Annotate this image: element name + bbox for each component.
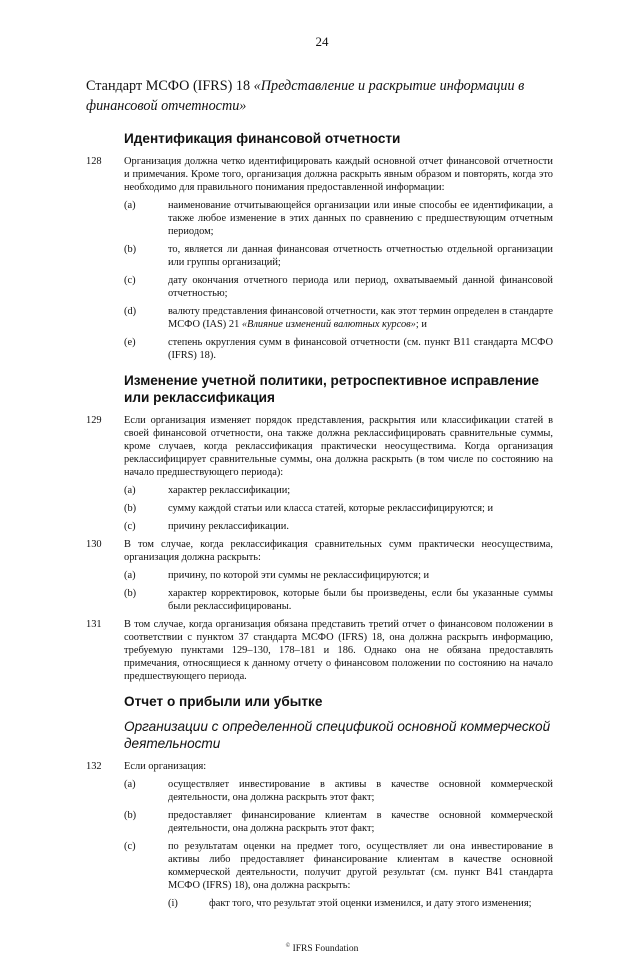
list-item [124,587,553,613]
paragraph [86,618,553,683]
copyright-symbol: © [285,943,291,949]
paragraph-number: 131 [86,619,102,630]
list-item [124,778,553,804]
section-heading: Идентификация финансовой отчетности [124,131,401,146]
section-heading: Отчет о прибыли или убытке [124,694,323,709]
item-text-main: валюту представления финансовой отчетности, как этот термин определен в стандарте МСФО (IAS) 21 [168,306,553,330]
item-text: причину реклассификации. [168,521,289,532]
list-item [124,199,553,238]
paragraph [86,538,553,564]
list-item [124,274,553,300]
footer [86,940,558,955]
paragraph [86,760,553,773]
subitem-text: факт того, что результат этой оценки изменился, и дату этого изменения; [209,898,532,909]
footer-text: IFRS Foundation [290,944,359,955]
page-number: 24 [315,34,329,49]
paragraph-number: 132 [86,761,102,772]
item-label: (a) [124,779,136,790]
item-label: (c) [124,841,136,852]
title-italic: «Представление и раскрытие информации в финансовой отчетности» [86,78,525,114]
item-label: (b) [124,503,137,514]
paragraph [86,414,553,479]
item-text: характер корректировок, которые были бы произведены, если бы указанные суммы были реклассифицированы. [168,588,553,612]
item-text: причину, по которой эти суммы не реклассифицируются; и [168,570,430,581]
item-label: (e) [124,337,136,348]
list-item [124,569,553,582]
paragraph-number: 130 [86,539,102,550]
paragraph-text: Если организация: [124,761,207,772]
item-text: сумму каждой статьи или класса статей, которые реклассифицируются; и [168,503,494,514]
item-text: наименование отчитывающейся организации или иные способы ее идентификации, а также любое изменение в этих данных по сравнению с предшествующим отчетным периодом; [168,200,553,237]
document-title [86,76,553,116]
item-text: степень округления сумм в финансовой отчетности (см. пункт B11 стандарта МСФО (IFRS) 18). [168,337,553,361]
section-heading: Изменение учетной политики, ретроспективное исправление или реклассификация [124,373,539,405]
item-label: (b) [124,244,137,255]
item-label: (b) [124,810,137,821]
item-text: дату окончания отчетного периода или период, охватываемый данной финансовой отчетностью; [168,275,553,299]
item-text: осуществляет инвестирование в активы в качестве основной коммерческой деятельности, она должна раскрыть этот факт; [168,779,553,803]
paragraph-number: 128 [86,156,102,167]
item-text: предоставляет финансирование клиентам в качестве основной коммерческой деятельности, она должна раскрыть этот факт; [168,810,553,834]
list-item [124,305,553,331]
paragraph-text: В том случае, когда реклассификация сравнительных сумм практически неосуществима, организация должна раскрыть: [124,539,553,563]
item-label: (d) [124,306,137,317]
paragraph-text: Если организация изменяет порядок представления, раскрытия или классификации статей в своей финансовой отчетности, она также должна реклассифицировать сравнительные суммы, кроме случаев, когда реклассификация практически неосуществима. Когда организация реклассифицирует сравнительные суммы, она должна раскрыть (в том числе по состоянию на начало предшествующего периода): [124,415,553,478]
list-item [124,840,553,892]
paragraph [86,155,553,194]
section-subheading: Организации с определенной спецификой основной коммерческой деятельности [124,719,551,751]
item-label: (c) [124,275,136,286]
item-text-suffix: ; и [415,319,427,330]
list-item [124,336,553,362]
subitem-label: (i) [168,898,178,909]
item-label: (b) [124,588,137,599]
list-item [124,502,553,515]
item-label: (c) [124,521,136,532]
item-text: то, является ли данная финансовая отчетность отчетностью отдельной организации или группы организаций; [168,244,553,268]
list-item [124,809,553,835]
sub-list-item [168,897,553,910]
paragraph-text: Организация должна четко идентифицировать каждый основной отчет финансовой отчетности и примечания. Кроме того, организация должна раскрыть явным образом и повторять, когда это необходимо для правильного понимания предоставленной информации: [124,156,553,193]
list-item [124,484,553,497]
paragraph-number: 129 [86,415,102,426]
list-item [124,520,553,533]
item-label: (a) [124,570,136,581]
item-text: по результатам оценки на предмет того, осуществляет ли она инвестирование в активы либо предоставляет финансирование клиентам в качестве основной коммерческой деятельности, получит другой результат (см. пункт B41 стандарта МСФО (IFRS) 18), она должна раскрыть: [168,841,553,891]
paragraph-text: В том случае, когда организация обязана представить третий отчет о финансовом положении в соответствии с пунктом 37 стандарта МСФО (IFRS) 18, она должна раскрыть информацию, требуемую пунктами 129–130, 178–181 и 186. Однако она не обязана предоставлять примечания, относящиеся к данному отчету о финансовом положении по состоянию на начало предшествующего периода. [124,619,553,682]
item-label: (a) [124,485,136,496]
item-text: характер реклассификации; [168,485,291,496]
item-text-italic: «Влияние изменений валютных курсов» [241,319,416,330]
item-label: (a) [124,200,136,211]
item-text [168,305,553,331]
list-item [124,243,553,269]
title-prefix: Стандарт МСФО (IFRS) 18 [86,78,254,94]
